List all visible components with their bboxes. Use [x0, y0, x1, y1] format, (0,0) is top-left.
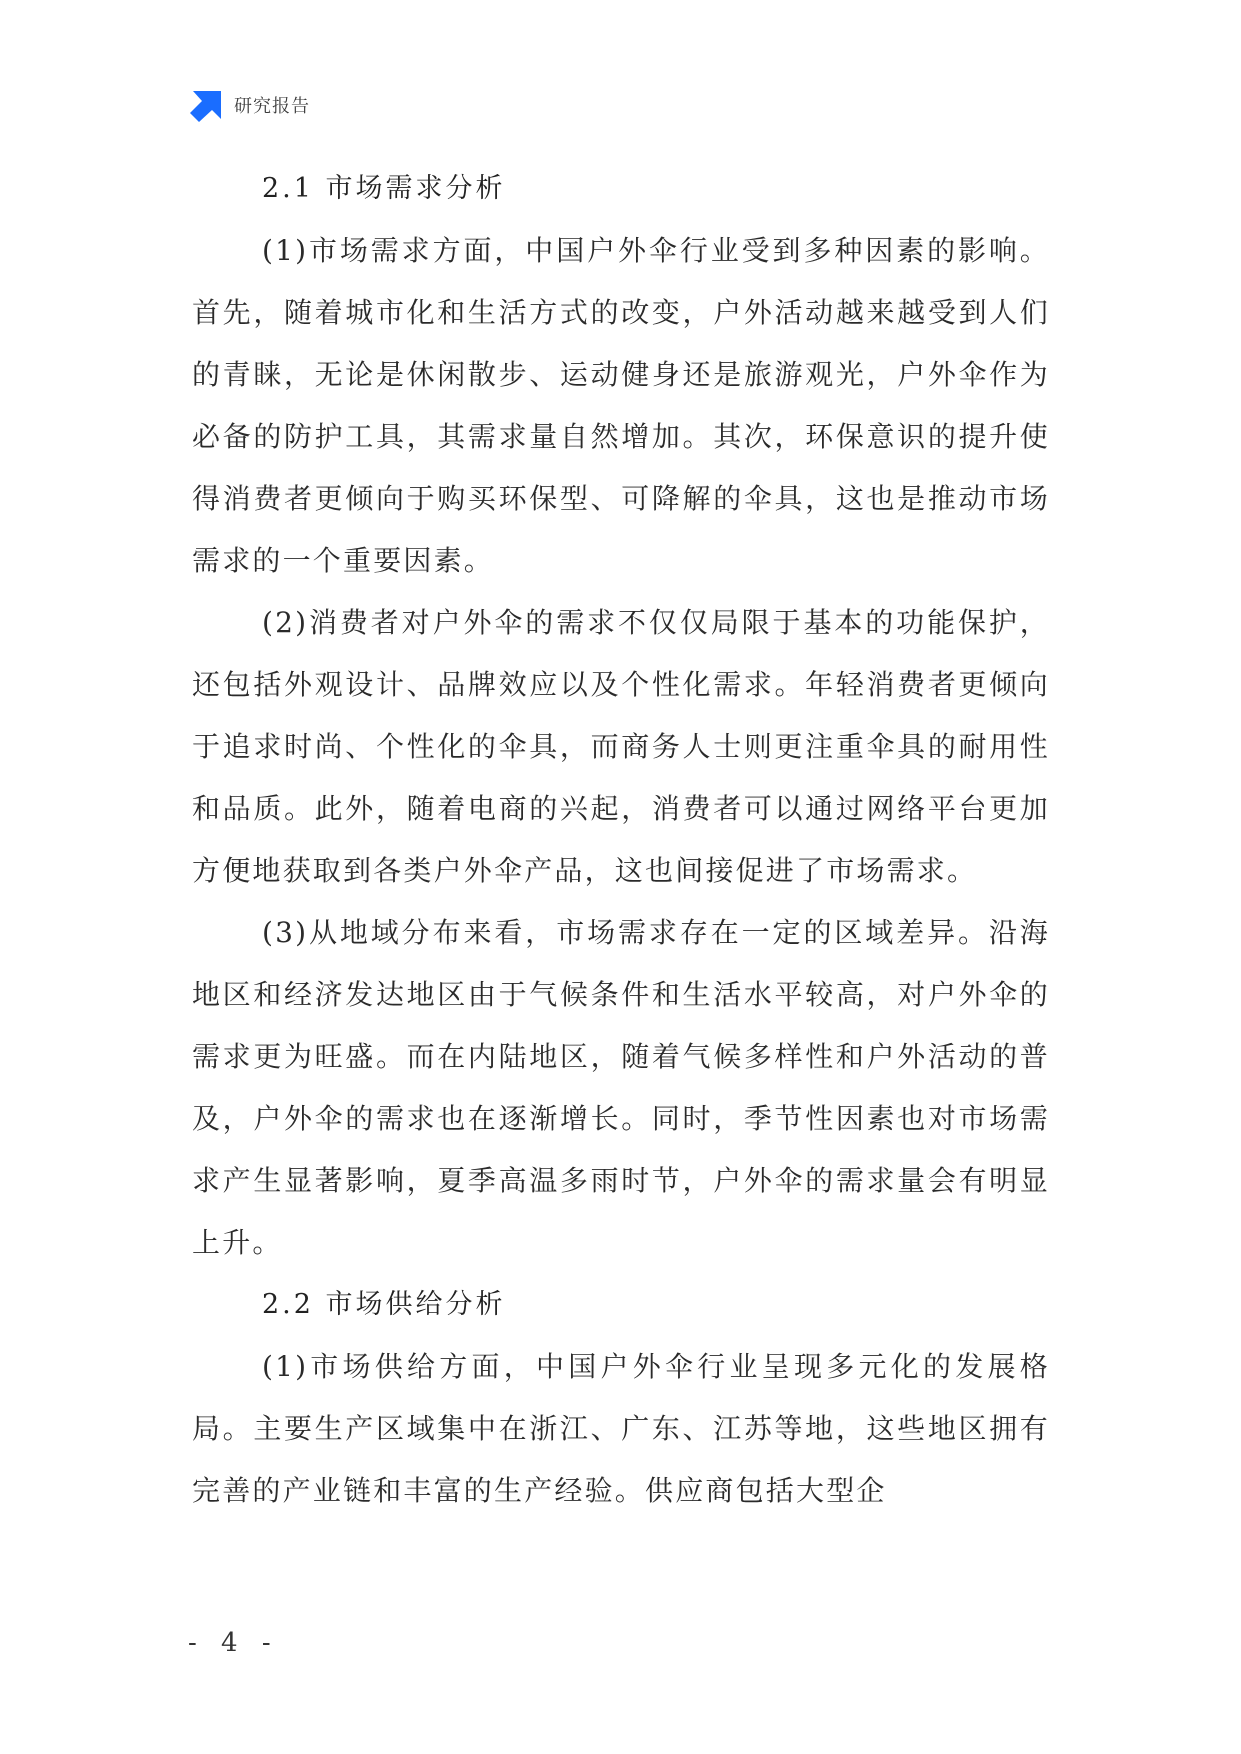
arrow-up-right-icon: [190, 88, 224, 122]
paragraph: (3)从地域分布来看，市场需求存在一定的区域差异。沿海地区和经济发达地区由于气候条件和生活水平较高，对户外伞的需求更为旺盛。而在内陆地区，随着气候多样性和户外活动的普及，户外伞的需求也在逐渐增长。同时，季节性因素也对市场需求产生显著影响，夏季高温多雨时节，户外伞的需求量会有明显上升。: [192, 916, 1050, 1259]
paragraph: (1)市场供给方面，中国户外伞行业呈现多元化的发展格局。主要生产区域集中在浙江、广东、江苏等地，这些地区拥有完善的产业链和丰富的生产经验。供应商包括大型企: [192, 1350, 1050, 1507]
paragraph: (1)市场需求方面，中国户外伞行业受到多种因素的影响。首先，随着城市化和生活方式的改变，户外活动越来越受到人们的青睐，无论是休闲散步、运动健身还是旅游观光，户外伞作为必备的防护工具，其需求量自然增加。其次，环保意识的提升使得消费者更倾向于购买环保型、可降解的伞具，这也是推动市场需求的一个重要因素。: [192, 234, 1050, 577]
document-body: [192, 158, 1050, 1522]
page-number: - 4 -: [188, 1628, 279, 1658]
paragraph: (2)消费者对户外伞的需求不仅仅局限于基本的功能保护，还包括外观设计、品牌效应以及个性化需求。年轻消费者更倾向于追求时尚、个性化的伞具，而商务人士则更注重伞具的耐用性和品质。此外，随着电商的兴起，消费者可以通过网络平台更加方便地获取到各类户外伞产品，这也间接促进了市场需求。: [192, 606, 1050, 887]
section-heading: 2.2 市场供给分析: [262, 1289, 506, 1320]
section-heading: 2.1 市场需求分析: [262, 173, 506, 204]
report-header: [190, 88, 310, 122]
header-label: 研究报告: [234, 96, 310, 117]
